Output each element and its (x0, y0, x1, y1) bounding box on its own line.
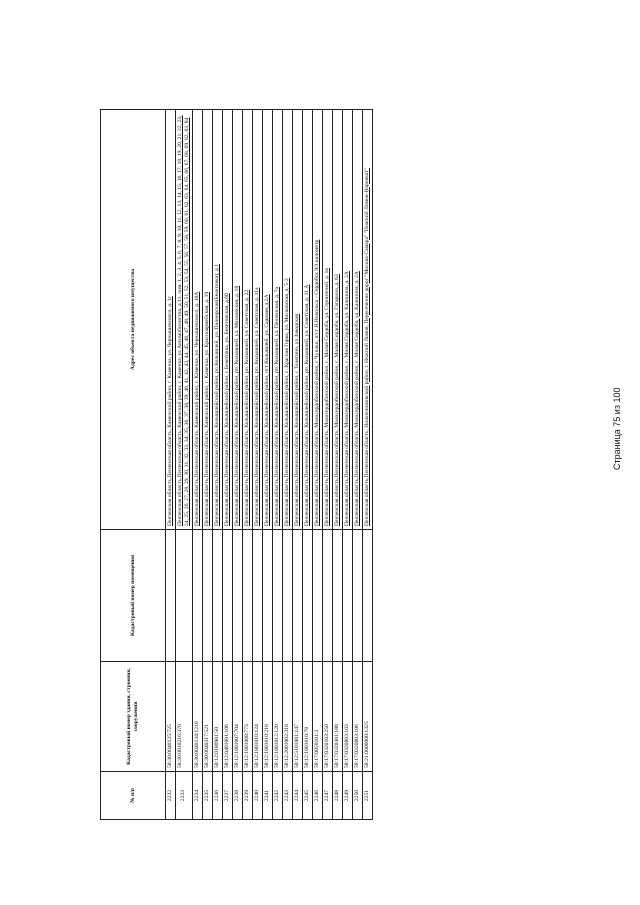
object-address: Пензенская область,Пензенская область, Колышлейский район, пгт Колышлей, ул. Садовая, д.2А (262, 110, 272, 530)
object-address: Пензенская область,Пензенская область, Малосердобинский район, с. Малая Сердоба, ул. Калинина, д. 2А (342, 110, 352, 530)
header-building-cadastral: Кадастровый номер здания, строения, сооружения (101, 662, 166, 772)
row-number: 2239 (242, 772, 252, 820)
room-cadastral-number (312, 530, 322, 662)
room-cadastral-number (232, 530, 242, 662)
object-address: Пензенская область,Пензенская область, Колышлейский район, с Бекетовка, ул. Бекетовская, д.60 (222, 110, 232, 530)
row-number: 2238 (232, 772, 242, 820)
building-cadastral-number: 58:12:1801010:124 (252, 662, 262, 772)
room-cadastral-number (352, 530, 362, 662)
row-number: 2250 (352, 772, 362, 820)
building-cadastral-number: 58:12:1801010:218 (262, 662, 272, 772)
table-row (232, 110, 242, 820)
building-cadastral-number: 58:12:1801007:704 (232, 662, 242, 772)
table-row (252, 110, 262, 820)
room-cadastral-number (332, 530, 342, 662)
room-cadastral-number (262, 530, 272, 662)
table-row (282, 110, 292, 820)
page-number: Страница 75 из 100 (612, 387, 622, 470)
row-number: 2232 (166, 772, 176, 820)
room-cadastral-number (175, 530, 192, 662)
building-cadastral-number: 58:12:5101001:147 (292, 662, 302, 772)
table-row (222, 110, 232, 820)
room-cadastral-number (302, 530, 312, 662)
building-cadastral-number: 58:21:0000000:1325 (362, 662, 372, 772)
object-address: Пензенская область,Пензенская область, Малосердобинский район, с. Малая Сердоба, ул. Гагарина, д. 63 (332, 110, 342, 530)
object-address: Пензенская область,Пензенская область, Колышлейский район, рп. Колышлей, ул. Советская, д. 11а (252, 110, 262, 530)
room-cadastral-number (202, 530, 212, 662)
row-number: 2236 (212, 772, 222, 820)
room-cadastral-number (342, 530, 352, 662)
row-number: 2249 (342, 772, 352, 820)
object-address: Пензенская область,Пензенская область, Колышлейский район, с Телегино, ул Заводская (292, 110, 302, 530)
building-cadastral-number: 58:17:0320103:250 (322, 662, 332, 772)
row-number: 2243 (282, 772, 292, 820)
table-row (362, 110, 372, 820)
building-cadastral-number: 58:17:0320301:180 (332, 662, 342, 772)
table-header-row (101, 110, 166, 820)
row-number: 2242 (272, 772, 282, 820)
building-cadastral-number: 58:17:0320803:106 (352, 662, 362, 772)
table-row (332, 110, 342, 820)
building-cadastral-number: 58:30:0040317:521 (202, 662, 212, 772)
table-row (192, 110, 202, 820)
building-cadastral-number: 58:12:1801012:120 (272, 662, 282, 772)
object-address: Пензенская область,Пензенская область, Колышлейский район, с. Красная Горка, ул. Московская, д. 5-2 (282, 110, 292, 530)
room-cadastral-number (166, 530, 176, 662)
property-table (100, 109, 373, 820)
row-number: 2244 (292, 772, 302, 820)
row-number: 2234 (192, 772, 202, 820)
table-row (302, 110, 312, 820)
table-row (242, 110, 252, 820)
room-cadastral-number (242, 530, 252, 662)
row-number: 2245 (302, 772, 312, 820)
object-address: Пензенская область,Пензенская область, Колышлейский район, рп. Колышлей, ул. Московская, д. 18 (232, 110, 242, 530)
table-row (212, 110, 222, 820)
building-cadastral-number: 58:30:0010216:370 (175, 662, 192, 772)
object-address: Пензенская область,Пензенская область, Каменский район, г. Каменка, ул. Чернышевского, д. 1г (166, 110, 176, 530)
object-address: Пензенская область,Пензенская область, Каменский район, г. Каменка, ул. Красноармейская, д. 19 (202, 110, 212, 530)
object-address: Пензенская область,Пензенская область, Малосердобинский район, с. Малая Сердоба, ул. Строителей, д. 1в (322, 110, 332, 530)
table-row (352, 110, 362, 820)
object-address: Пензенская область,Пензенская область, Колышлейский район, рп. Колышлей, ул. Пензенская, д. 7а (272, 110, 282, 530)
row-number: 2241 (262, 772, 272, 820)
header-number: № п/п (101, 772, 166, 820)
room-cadastral-number (252, 530, 262, 662)
table-row (322, 110, 332, 820)
table-row (292, 110, 302, 820)
row-number: 2240 (252, 772, 262, 820)
building-cadastral-number: 58:12:0180901:50 (212, 662, 222, 772)
table-row (262, 110, 272, 820)
building-cadastral-number: 58:30:0040134:1210 (192, 662, 202, 772)
table-row (166, 110, 176, 820)
rotated-document-page (100, 110, 540, 820)
building-cadastral-number: 58:17:0320803:103 (342, 662, 352, 772)
object-address: Пензенская область,Пензенская область, Малосердобинский район, с. Малая Сердоба, ул. Калинина, д. 2А (352, 110, 362, 530)
row-number: 2233 (175, 772, 192, 820)
row-number: 2246 (312, 772, 322, 820)
object-address: Пензенская область,Пензенская область, Каменский район, г. Каменка, ул Автомобилистов, д 11, пом. 1, 2, 3, 4, 5, 6, 7, 8, 9, 10, 11, 12, 13, 14, 15, 16, 17, 18, 19, 20, 21, 22, 23, 24, 25, 26, 27, 28, 29, 30, 31, 32, 33, 34, 35, 36, 37, 38, 39, 40, 41, 42, 43, 44, 45, 46, 47, 48, 49, 50, 51, 52, 53, 54, 55, 56, 57, 58, 59, 60, 61, 62, 63, 64, 65, 66, 67, 68, 69, 82, 83, 84 (175, 110, 192, 530)
header-room-cadastral: Кадастровый номер помещения (101, 530, 166, 662)
room-cadastral-number (212, 530, 222, 662)
building-cadastral-number: 58:17:0050101:3 (312, 662, 322, 772)
building-cadastral-number: 58:12:0401001:106 (222, 662, 232, 772)
object-address: Пензенская область,Пензенская область, Малосердобинский район, с Чунаки, п/ст Н.Никольск - Сердобск 9/3 километр (312, 110, 322, 530)
building-cadastral-number: 58:30:0040125:725 (166, 662, 176, 772)
object-address: Пензенская область,Пензенская область, Колышлейский район, рп. Колышлей, ул. Советская, д. 22 (242, 110, 252, 530)
table-row (312, 110, 322, 820)
building-cadastral-number: 58:12:1801010:78 (302, 662, 312, 772)
building-cadastral-number: 58:12:1801008:773 (242, 662, 252, 772)
object-address: Пензенская область,Пензенская область, Колышлейский район, рп Колышлей, ул. Пионерская(Бекетовка), д.1 (212, 110, 222, 530)
room-cadastral-number (282, 530, 292, 662)
room-cadastral-number (192, 530, 202, 662)
room-cadastral-number (222, 530, 232, 662)
table-row (272, 110, 282, 820)
row-number: 2248 (332, 772, 342, 820)
table-row (342, 110, 352, 820)
row-number: 2235 (202, 772, 212, 820)
header-address: Адрес объекта недвижимого имущества (101, 110, 166, 530)
table-row (202, 110, 212, 820)
row-number: 2247 (322, 772, 332, 820)
room-cadastral-number (362, 530, 372, 662)
room-cadastral-number (322, 530, 332, 662)
row-number: 2237 (222, 772, 232, 820)
table-row (175, 110, 192, 820)
building-cadastral-number: 58:12:2001002:318 (282, 662, 292, 772)
object-address: Пензенская область,Пензенская область, Каменский район, г. Каменка, ул. Чернышевского, д. 10А (192, 110, 202, 530)
object-address: Пензенская область,Пензенская область, Нижнеломовский район, г. Нижний Ломов, Пересечение дорог "Москва-Самара" "Нижний Ломов-Наровчат" (362, 110, 372, 530)
room-cadastral-number (292, 530, 302, 662)
row-number: 2251 (362, 772, 372, 820)
object-address: Пензенская область,Пензенская область, Колышлейский район, рп. Колышлей, ул. Советская, д. 11 А (302, 110, 312, 530)
room-cadastral-number (272, 530, 282, 662)
